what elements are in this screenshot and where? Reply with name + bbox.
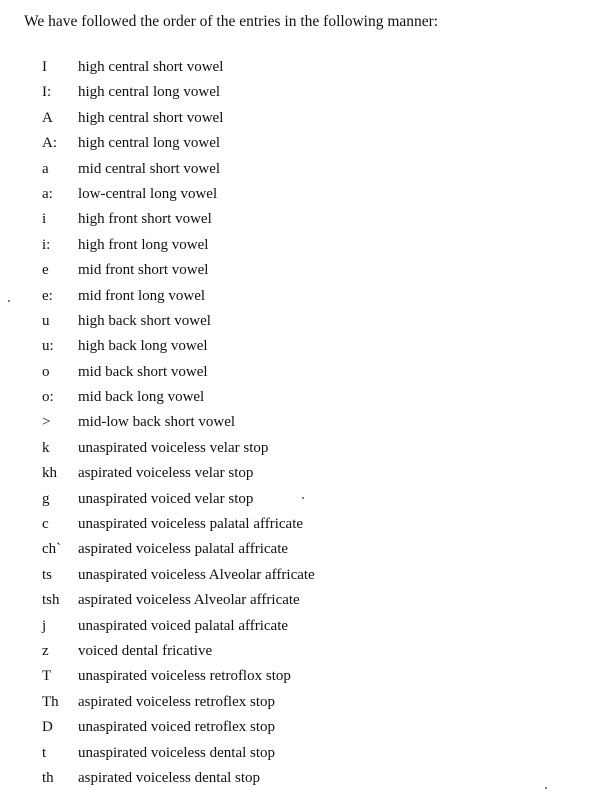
scan-speck: [302, 497, 304, 499]
entry-symbol: D: [42, 719, 53, 736]
entry-description: unaspirated voiceless dental stop: [78, 744, 276, 761]
entry-symbol: ch`: [42, 541, 62, 558]
entry-symbol: j: [42, 617, 47, 634]
entry-symbol: u:: [42, 338, 54, 355]
entry-row: [0, 513, 600, 538]
entry-row: [0, 767, 600, 792]
entry-row: [0, 564, 600, 589]
entry-symbol: k: [42, 439, 50, 456]
entry-symbol: o:: [42, 389, 54, 406]
entry-description: mid front long vowel: [78, 287, 206, 304]
entry-description: mid back long vowel: [78, 389, 205, 406]
entry-symbol: i: [42, 211, 47, 228]
entry-symbol: Th: [42, 693, 59, 710]
entry-description: unaspirated voiceless Alveolar affricate: [78, 566, 315, 583]
entry-row: [0, 437, 600, 462]
entry-description: aspirated voiceless velar stop: [78, 465, 254, 482]
entry-description: high central short vowel: [78, 109, 224, 126]
entry-description: aspirated voiceless Alveolar affricate: [78, 592, 300, 609]
entry-row: [0, 208, 600, 233]
entry-row: [0, 259, 600, 284]
entry-symbol: o: [42, 363, 50, 380]
entry-description: unaspirated voiceless retroflox stop: [78, 668, 291, 685]
entry-symbol: tsh: [42, 592, 60, 609]
entry-row: [0, 107, 600, 132]
entry-description: high central long vowel: [78, 84, 221, 101]
entry-symbol: t: [42, 744, 47, 761]
entry-row: [0, 411, 600, 436]
entry-description: high central long vowel: [78, 135, 221, 152]
entry-description: unaspirated voiced retroflex stop: [78, 719, 276, 736]
entry-description: aspirated voiceless dental stop: [78, 769, 261, 786]
entry-row: [0, 386, 600, 411]
entry-description: aspirated voiceless retroflex stop: [78, 693, 276, 710]
entry-row: [0, 158, 600, 183]
entry-symbol: kh: [42, 465, 57, 482]
entry-description: high back long vowel: [78, 338, 208, 355]
entry-symbol: c: [42, 516, 49, 533]
entry-description: voiced dental fricative: [78, 642, 213, 659]
entry-row: [0, 335, 600, 360]
entry-row: [0, 691, 600, 716]
entry-description: low-central long vowel: [78, 185, 218, 202]
scan-speck: [8, 300, 10, 302]
entry-row: [0, 615, 600, 640]
intro-text: We have followed the order of the entries in the following manner:: [24, 13, 439, 30]
entry-row: [0, 361, 600, 386]
entry-row: [0, 132, 600, 157]
entry-symbol: i:: [42, 236, 51, 253]
entry-symbol: z: [42, 642, 49, 659]
entry-row: [0, 285, 600, 310]
entry-row: [0, 665, 600, 690]
entry-symbol: >: [42, 414, 51, 431]
entry-description: mid front short vowel: [78, 262, 209, 279]
entry-row: [0, 742, 600, 767]
entry-symbol: u: [42, 312, 50, 329]
entry-description: aspirated voiceless palatal affricate: [78, 541, 289, 558]
entry-description: high central short vowel: [78, 59, 224, 75]
entry-symbol: e:: [42, 287, 53, 304]
entry-symbol: A: [42, 109, 53, 126]
entry-symbol: a:: [42, 185, 53, 202]
entry-row: [0, 589, 600, 614]
entry-symbol: g: [42, 490, 50, 507]
entry-row: [0, 310, 600, 335]
entry-symbol: a: [42, 160, 49, 177]
entry-description: mid central short vowel: [78, 160, 221, 177]
scan-speck: [545, 787, 547, 789]
entry-row: [0, 538, 600, 563]
entry-symbol: ts: [42, 566, 53, 583]
entry-symbol: A:: [42, 135, 57, 152]
entry-symbol: e: [42, 262, 49, 279]
entry-symbol: I:: [42, 84, 52, 101]
entry-row: [0, 488, 600, 513]
entry-description: unaspirated voiceless velar stop: [78, 439, 269, 456]
entry-description: high back short vowel: [78, 312, 211, 329]
entry-description: unaspirated voiceless palatal affricate: [78, 516, 304, 533]
entry-row: [0, 462, 600, 487]
entry-symbol: T: [42, 668, 52, 685]
entry-description: high front long vowel: [78, 236, 209, 253]
entry-description: mid back short vowel: [78, 363, 208, 380]
entry-row: [0, 56, 600, 81]
entry-row: [0, 716, 600, 741]
entry-row: [0, 183, 600, 208]
entry-description: high front short vowel: [78, 211, 212, 228]
entry-symbol: th: [42, 769, 54, 786]
entry-symbol: I: [42, 59, 47, 75]
entry-description: unaspirated voiced palatal affricate: [78, 617, 289, 634]
entry-list: [0, 56, 600, 792]
entry-row: [0, 640, 600, 665]
entry-row: [0, 234, 600, 259]
entry-description: unaspirated voiced velar stop: [78, 490, 254, 507]
entry-description: mid-low back short vowel: [78, 414, 236, 431]
entry-row: [0, 81, 600, 106]
